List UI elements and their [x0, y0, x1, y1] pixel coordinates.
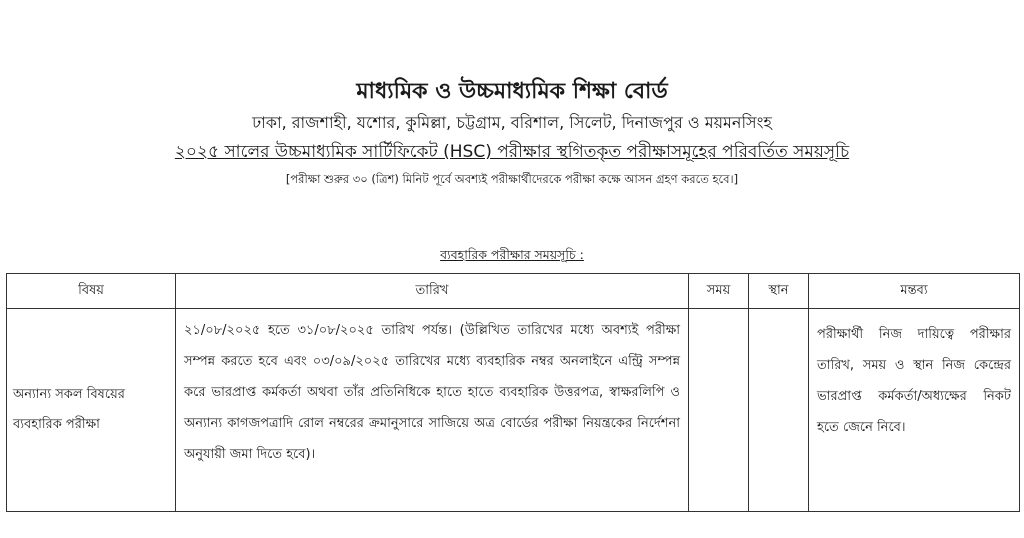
header-date: তারিখ [176, 274, 689, 309]
section-title: ব্যবহারিক পরীক্ষার সময়সূচি : [440, 247, 584, 262]
header-remarks: মন্তব্য [809, 274, 1020, 309]
header-place: স্থান [749, 274, 809, 309]
schedule-title: ২০২৫ সালের উচ্চমাধ্যমিক সার্টিফিকেট (HSC) পরীক্ষার স্থগিতকৃত পরীক্ষাসমূহের পরিবর্তিত সময়সূচি [174, 142, 850, 162]
table-row [7, 309, 1020, 512]
exam-note: [পরীক্ষা শুরুর ৩০ (ত্রিশ) মিনিট পূর্বে অবশ্যই পরীক্ষার্থীদেরকে পরীক্ষা কক্ষে আসন গ্রহণ করতে হবে।] [285, 172, 739, 186]
cell-date: ২১/০৮/২০২৫ হতে ৩১/০৮/২০২৫ তারিখ পর্যন্ত। (উল্লিখিত তারিখের মধ্যে অবশ্যই পরীক্ষা সম্পন্ন করতে হবে এবং ০৩/০৯/২০২৫ তারিখের মধ্যে ব্যবহারিক নম্বর অনলাইনে এন্ট্রি সম্পন্ন করে ভারপ্রাপ্ত কর্মকর্তা অথবা তাঁর প্রতিনিধিকে হাতে হাতে ব্যবহারিক উত্তরপত্র, স্বাক্ষরলিপি ও অন্যান্য কাগজপত্রাদি রোল নম্বরের ক্রমানুসারে সাজিয়ে অত্র বোর্ডের পরীক্ষা নিয়ন্ত্রকের নির্দেশনা অনুযায়ী জমা দিতে হবে)। [176, 309, 689, 512]
cell-time [689, 309, 749, 512]
header-subject: বিষয় [7, 274, 176, 309]
board-title: মাধ্যমিক ও উচ্চমাধ্যমিক শিক্ষা বোর্ড [356, 79, 668, 104]
schedule-table [6, 273, 1020, 512]
header-time: সময় [689, 274, 749, 309]
board-list: ঢাকা, রাজশাহী, যশোর, কুমিল্লা, চট্টগ্রাম, বরিশাল, সিলেট, দিনাজপুর ও ময়মনসিংহ [252, 113, 772, 132]
cell-remarks: পরীক্ষার্থী নিজ দায়িত্বে পরীক্ষার তারিখ, সময় ও স্থান নিজ কেন্দ্রের ভারপ্রাপ্ত কর্মকর্তা/অধ্যক্ষের নিকট হতে জেনে নিবে। [809, 309, 1020, 512]
cell-place [749, 309, 809, 512]
table-header-row [7, 274, 1020, 309]
cell-subject: অন্যান্য সকল বিষয়ের ব্যবহারিক পরীক্ষা [7, 309, 176, 512]
